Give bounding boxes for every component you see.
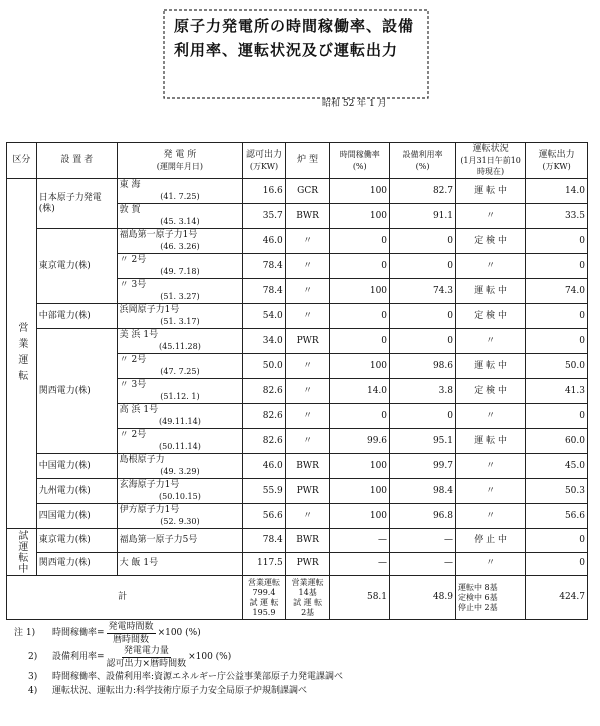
section-commercial: 営業運転: [7, 179, 37, 529]
note-3-number: 3): [28, 672, 38, 682]
station-cell: [117, 454, 243, 479]
table-body: [7, 179, 588, 620]
util-rate-cell: 0: [390, 304, 456, 329]
output-cell: 60.0: [526, 429, 588, 454]
station-date: (51. 3.17): [160, 317, 200, 326]
station-name: 福島第一原子力5号: [119, 534, 198, 545]
time-rate-cell: —: [330, 552, 390, 576]
total-status-line: 運転中 8基: [458, 582, 498, 592]
table-row: [7, 529, 588, 553]
station-cell: [117, 429, 243, 454]
station-cell: [117, 229, 243, 254]
station-cell: [117, 529, 243, 553]
note-1: [14, 621, 584, 645]
output-cell: 0: [526, 304, 588, 329]
reactor-cell: BWR: [285, 454, 330, 479]
header-status-label: 運転状況: [472, 144, 509, 154]
output-cell: 33.5: [526, 204, 588, 229]
note-4: [14, 684, 584, 698]
header-output-label: 運転出力: [538, 149, 575, 160]
total-util-rate: 48.9: [390, 576, 456, 620]
output-cell: 14.0: [526, 179, 588, 204]
station-cell: [117, 179, 243, 204]
station-date: (49. 3.29): [160, 467, 200, 476]
station-name: 伊方原子力1号: [119, 505, 180, 515]
time-rate-cell: 100: [330, 354, 390, 379]
header-station: [117, 143, 243, 179]
output-cell: 45.0: [526, 454, 588, 479]
util-rate-cell: 0: [390, 229, 456, 254]
capacity-cell: 117.5: [243, 552, 286, 576]
station-name: 大 飯 1号: [119, 558, 159, 569]
note-1-tail: ×100 (%): [157, 628, 201, 638]
util-rate-cell: 82.7: [390, 179, 456, 204]
table-header-row: [7, 143, 588, 179]
total-capacity: [243, 576, 286, 620]
station-name: 玄海原子力1号: [119, 480, 180, 490]
output-cell: 41.3: [526, 379, 588, 404]
output-cell: 0: [526, 404, 588, 429]
station-name: 美 浜 1号: [119, 330, 159, 340]
reactor-cell: PWR: [285, 552, 330, 576]
reactor-cell: 〃: [285, 254, 330, 279]
table-row: [7, 179, 588, 204]
note-3: [14, 670, 584, 684]
total-status-line: 停止中 2基: [458, 602, 498, 612]
output-cell: 0: [526, 254, 588, 279]
header-capacity: [243, 143, 286, 179]
reactor-cell: 〃: [285, 279, 330, 304]
capacity-cell: 82.6: [243, 429, 286, 454]
company-cell: 関西電力(株): [36, 552, 117, 576]
company-cell: 中部電力(株): [36, 304, 117, 329]
output-cell: 0: [526, 229, 588, 254]
status-cell: 〃: [456, 552, 526, 576]
capacity-cell: 46.0: [243, 454, 286, 479]
table-row: [7, 454, 588, 479]
capacity-cell: 82.6: [243, 404, 286, 429]
total-capacity-line: 799.4: [252, 587, 276, 597]
data-table: [6, 142, 588, 620]
reactor-cell: 〃: [285, 429, 330, 454]
status-cell: 〃: [456, 504, 526, 529]
time-rate-cell: —: [330, 529, 390, 553]
status-cell: 定 検 中: [456, 304, 526, 329]
note-2-tail: ×100 (%): [188, 652, 232, 662]
time-rate-cell: 100: [330, 504, 390, 529]
station-name: 島根原子力: [119, 455, 165, 465]
total-reactor: [285, 576, 330, 620]
total-capacity-line: 195.9: [252, 607, 276, 617]
section-trial: 試運転中: [7, 529, 37, 576]
title-box: [160, 6, 432, 102]
station-date: (51.12. 1): [160, 392, 200, 401]
status-cell: 運 転 中: [456, 354, 526, 379]
time-rate-cell: 0: [330, 254, 390, 279]
util-rate-cell: —: [390, 529, 456, 553]
status-cell: 運 転 中: [456, 279, 526, 304]
station-date: (49.11.14): [158, 417, 201, 426]
util-rate-cell: 0: [390, 254, 456, 279]
note-1-lhs: 時間稼働率=: [52, 628, 105, 638]
capacity-cell: 56.6: [243, 504, 286, 529]
note-1-denominator: 暦時間数: [113, 634, 150, 645]
table-row: [7, 229, 588, 254]
header-util-rate-unit: (%): [415, 162, 430, 171]
note-2-denominator: 認可出力×暦時間数: [106, 658, 187, 669]
time-rate-cell: 0: [330, 229, 390, 254]
status-cell: 停 止 中: [456, 529, 526, 553]
station-date: (47. 7.25): [160, 367, 200, 376]
output-cell: 50.3: [526, 479, 588, 504]
total-reactor-line: 2基: [301, 607, 315, 617]
reactor-cell: GCR: [285, 179, 330, 204]
station-date: (50.10.15): [158, 492, 201, 501]
station-cell: [117, 304, 243, 329]
status-cell: 〃: [456, 454, 526, 479]
header-capacity-label: 認可出力: [245, 149, 282, 160]
reactor-cell: 〃: [285, 354, 330, 379]
header-company: 設 置 者: [36, 143, 117, 179]
note-3-text: 時間稼働率、設備利用率:資源エネルギー庁公益事業部原子力発電課調べ: [52, 672, 344, 682]
time-rate-cell: 0: [330, 404, 390, 429]
capacity-cell: 50.0: [243, 354, 286, 379]
station-date: (50.11.14): [158, 442, 201, 451]
station-date: (41. 7.25): [160, 192, 200, 201]
total-status-line: 定検中 6基: [458, 592, 498, 602]
note-2-numerator: 発電電力量: [123, 645, 169, 656]
output-cell: 0: [526, 552, 588, 576]
reactor-cell: BWR: [285, 204, 330, 229]
station-date: (45.11.28): [158, 342, 201, 351]
notes: [14, 621, 584, 698]
output-cell: 0: [526, 529, 588, 553]
station-date: (49. 7.18): [160, 267, 200, 276]
output-cell: 74.0: [526, 279, 588, 304]
station-cell: [117, 552, 243, 576]
capacity-cell: 35.7: [243, 204, 286, 229]
util-rate-cell: 98.4: [390, 479, 456, 504]
note-4-number: 4): [28, 686, 38, 696]
time-rate-cell: 100: [330, 454, 390, 479]
station-cell: [117, 279, 243, 304]
time-rate-cell: 100: [330, 279, 390, 304]
header-reactor: 炉 型: [285, 143, 330, 179]
notes-label: 注: [14, 628, 24, 638]
capacity-cell: 78.4: [243, 279, 286, 304]
status-cell: 〃: [456, 479, 526, 504]
util-rate-cell: —: [390, 552, 456, 576]
issue-date: 昭和 52 年 1 月: [322, 99, 387, 109]
header-util-rate: [390, 143, 456, 179]
output-cell: 56.6: [526, 504, 588, 529]
station-date: (51. 3.27): [160, 292, 200, 301]
util-rate-cell: 95.1: [390, 429, 456, 454]
table-row: [7, 479, 588, 504]
status-cell: 運 転 中: [456, 179, 526, 204]
capacity-cell: 54.0: [243, 304, 286, 329]
time-rate-cell: 0: [330, 329, 390, 354]
total-output: 424.7: [526, 576, 588, 620]
total-row: [7, 576, 588, 620]
company-cell: 東京電力(株): [36, 529, 117, 553]
table-row: [7, 504, 588, 529]
util-rate-cell: 0: [390, 404, 456, 429]
total-status: [456, 576, 526, 620]
capacity-cell: 16.6: [243, 179, 286, 204]
time-rate-cell: 99.6: [330, 429, 390, 454]
header-station-label: 発 電 所: [163, 149, 197, 160]
station-date: (45. 3.14): [160, 217, 200, 226]
util-rate-cell: 91.1: [390, 204, 456, 229]
company-cell: 中国電力(株): [36, 454, 117, 479]
note-1-numerator: 発電時間数: [108, 621, 154, 632]
reactor-cell: BWR: [285, 529, 330, 553]
reactor-cell: 〃: [285, 404, 330, 429]
header-time-rate-unit: (%): [352, 162, 367, 171]
reactor-cell: PWR: [285, 479, 330, 504]
note-2: [14, 645, 584, 669]
station-cell: [117, 254, 243, 279]
capacity-cell: 78.4: [243, 529, 286, 553]
station-name: 敦 賀: [119, 205, 141, 215]
reactor-cell: 〃: [285, 229, 330, 254]
station-cell: [117, 329, 243, 354]
company-cell: 東京電力(株): [36, 229, 117, 304]
header-output: [526, 143, 588, 179]
reactor-cell: 〃: [285, 379, 330, 404]
util-rate-cell: 3.8: [390, 379, 456, 404]
station-date: (52. 9.30): [160, 517, 200, 526]
time-rate-cell: 100: [330, 204, 390, 229]
station-name: 〃 2号: [119, 430, 147, 440]
note-2-fraction: [107, 645, 187, 670]
capacity-cell: 55.9: [243, 479, 286, 504]
table-row: [7, 304, 588, 329]
time-rate-cell: 100: [330, 479, 390, 504]
header-output-unit: (万KW): [542, 161, 571, 171]
company-cell: 日本原子力発電(株): [36, 179, 117, 229]
note-1-number: 1): [25, 628, 36, 638]
capacity-cell: 82.6: [243, 379, 286, 404]
reactor-cell: PWR: [285, 329, 330, 354]
reactor-cell: 〃: [285, 304, 330, 329]
total-label: 計: [7, 576, 243, 620]
total-reactor-line: 営業運転: [291, 577, 324, 587]
station-name: 東 海: [119, 180, 141, 190]
time-rate-cell: 100: [330, 179, 390, 204]
output-cell: 50.0: [526, 354, 588, 379]
station-cell: [117, 379, 243, 404]
station-name: 福島第一原子力1号: [119, 230, 198, 240]
station-name: 〃 3号: [119, 280, 147, 290]
status-cell: 運 転 中: [456, 429, 526, 454]
status-cell: 定 検 中: [456, 379, 526, 404]
util-rate-cell: 74.3: [390, 279, 456, 304]
header-status: [456, 143, 526, 179]
table-row: [7, 329, 588, 354]
station-cell: [117, 479, 243, 504]
note-4-text: 運転状況、運転出力:科学技術庁原子力安全局原子炉規制課調べ: [52, 686, 308, 696]
reactor-cell: 〃: [285, 504, 330, 529]
status-cell: 〃: [456, 254, 526, 279]
station-cell: [117, 404, 243, 429]
status-cell: 〃: [456, 329, 526, 354]
header-station-sub: (運開年月日): [156, 161, 204, 171]
station-name: 〃 3号: [119, 380, 147, 390]
total-time-rate: 58.1: [330, 576, 390, 620]
time-rate-cell: 0: [330, 304, 390, 329]
capacity-cell: 78.4: [243, 254, 286, 279]
capacity-cell: 46.0: [243, 229, 286, 254]
note-1-fraction: [107, 621, 156, 646]
note-2-lhs: 設備利用率=: [52, 652, 105, 662]
status-cell: 定 検 中: [456, 229, 526, 254]
header-util-rate-label: 設備利用率: [402, 150, 443, 159]
station-name: 浜岡原子力1号: [119, 305, 180, 315]
output-cell: 0: [526, 329, 588, 354]
status-cell: 〃: [456, 204, 526, 229]
util-rate-cell: 99.7: [390, 454, 456, 479]
station-cell: [117, 504, 243, 529]
total-reactor-line: 試 運 転: [293, 597, 323, 607]
header-time-rate: [330, 143, 390, 179]
status-cell: 〃: [456, 404, 526, 429]
page-title: 原子力発電所の時間稼働率、設備利用率、運転状況及び運転出力: [174, 17, 415, 59]
station-name: 〃 2号: [119, 255, 147, 265]
station-name: 〃 2号: [119, 355, 147, 365]
total-reactor-line: 14基: [298, 587, 317, 597]
station-date: (46. 3.26): [160, 242, 200, 251]
company-cell: 九州電力(株): [36, 479, 117, 504]
company-cell: 関西電力(株): [36, 329, 117, 454]
note-2-number: 2): [28, 652, 38, 662]
station-cell: [117, 354, 243, 379]
total-capacity-line: 試 運 転: [249, 597, 279, 607]
header-capacity-unit: (万KW): [249, 161, 279, 171]
total-capacity-line: 営業運転: [247, 577, 280, 587]
station-name: 高 浜 1号: [119, 405, 159, 415]
time-rate-cell: 14.0: [330, 379, 390, 404]
util-rate-cell: 0: [390, 329, 456, 354]
table-row: [7, 552, 588, 576]
util-rate-cell: 98.6: [390, 354, 456, 379]
capacity-cell: 34.0: [243, 329, 286, 354]
company-cell: 四国電力(株): [36, 504, 117, 529]
header-time-rate-label: 時間稼働率: [339, 150, 380, 159]
header-status-sub: (1月31日午前10時現在): [460, 156, 521, 176]
header-kubun: 区分: [7, 143, 37, 179]
station-cell: [117, 204, 243, 229]
util-rate-cell: 96.8: [390, 504, 456, 529]
